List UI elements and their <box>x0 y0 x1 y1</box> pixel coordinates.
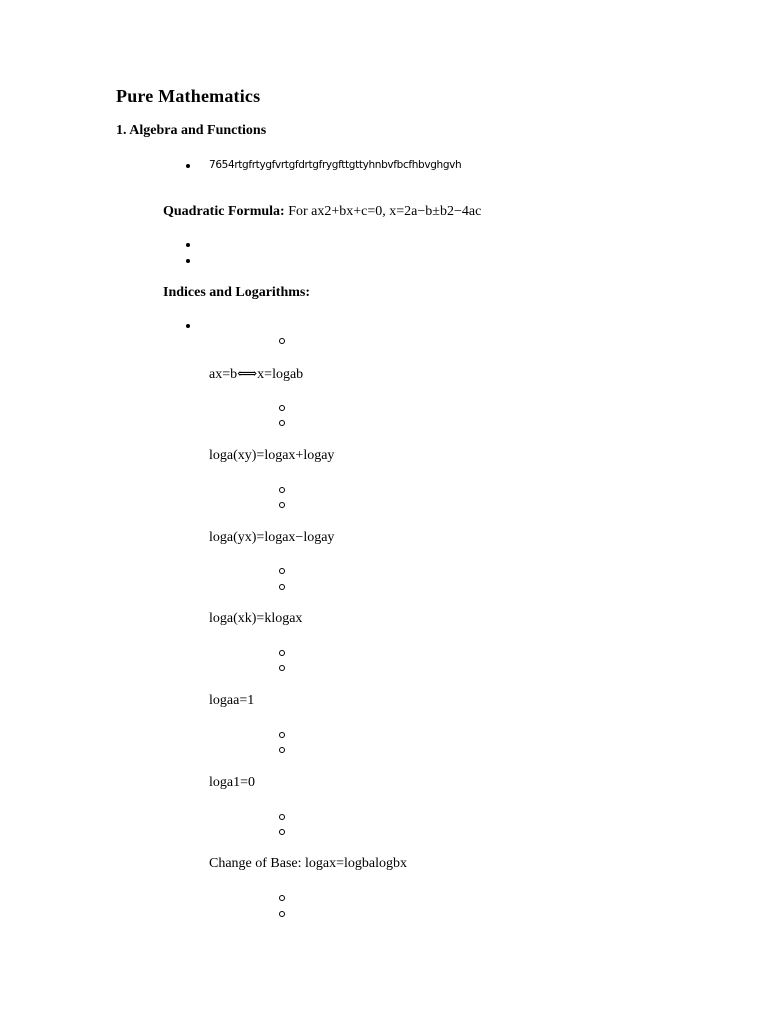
indices-logarithms-heading: Indices and Logarithms: <box>163 285 311 300</box>
bullet-circle-icon <box>279 911 285 917</box>
formula-log-quotient: loga(yx)=logax−logay <box>209 530 335 545</box>
bullet-circle-icon <box>279 747 285 753</box>
quadratic-formula-text: For ax2+bx+c=0, x=2a−b±b2−4ac <box>288 204 482 219</box>
bullet-circle-icon <box>279 732 285 738</box>
note-text: 7654rtgfrtygfvrtgfdrtgfrygfttgttyhnbvfbcfhbvghgvh <box>209 159 462 171</box>
bullet-circle-icon <box>279 487 285 493</box>
bullet-circle-icon <box>279 405 285 411</box>
bullet-circle-icon <box>279 895 285 901</box>
bullet-circle-icon <box>279 338 285 344</box>
formula-log-product: loga(xy)=logax+logay <box>209 448 335 463</box>
bullet-circle-icon <box>279 650 285 656</box>
bullet-circle-icon <box>279 568 285 574</box>
bullet-disc-icon <box>186 164 190 168</box>
bullet-circle-icon <box>279 502 285 508</box>
formula-log-one: loga1=0 <box>209 775 255 790</box>
quadratic-formula-label: Quadratic Formula: <box>163 204 285 219</box>
formula-change-of-base: Change of Base: logax=logbalogbx <box>209 856 408 871</box>
bullet-circle-icon <box>279 665 285 671</box>
bullet-circle-icon <box>279 420 285 426</box>
page-title: Pure Mathematics <box>116 86 261 106</box>
section-heading: 1. Algebra and Functions <box>116 123 267 138</box>
formula-log-base-self: logaa=1 <box>209 693 255 708</box>
bullet-circle-icon <box>279 829 285 835</box>
quadratic-formula-paragraph <box>163 204 481 220</box>
bullet-disc-icon <box>186 259 190 263</box>
bullet-disc-icon <box>186 324 190 328</box>
formula-log-definition: ax=b⟺x=logab <box>209 367 304 382</box>
formula-log-power: loga(xk)=klogax <box>209 611 303 626</box>
bullet-circle-icon <box>279 814 285 820</box>
bullet-disc-icon <box>186 243 190 247</box>
bullet-circle-icon <box>279 584 285 590</box>
